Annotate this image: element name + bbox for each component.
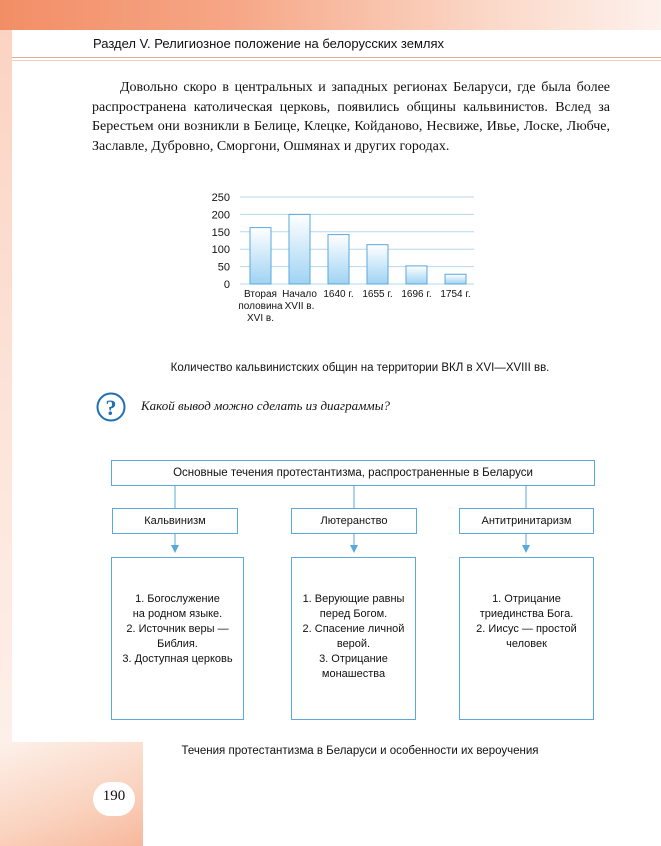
content-line: 1. Верующие равны [302, 593, 405, 605]
y-tick-label: 250 [211, 192, 230, 204]
x-category-label-line: Начало [282, 289, 317, 300]
content-line: верой. [336, 638, 371, 650]
x-category-label [426, 289, 486, 301]
content-line: 3. Отрицание [319, 653, 388, 665]
diagram-caption: Течения протестантизма в Беларуси и особенности их вероучения [181, 745, 539, 757]
x-category-label-line: 1640 г. [323, 289, 354, 300]
chart-caption: Количество кальвинистских общин на территории ВКЛ в XVI—XVIII вв. [170, 362, 550, 374]
x-category-label-line: 1754 г. [440, 289, 471, 300]
content-line: Библия. [157, 638, 198, 650]
branch-box-calvinism: Кальвинизм [112, 508, 238, 534]
content-box-calvinism [111, 557, 244, 720]
content-box-lutheranism [291, 557, 416, 720]
bar [250, 228, 271, 284]
section-header: Раздел V. Религиозное положение на белорусских землях [93, 36, 445, 51]
y-tick-label: 150 [211, 226, 230, 239]
x-category-label-line: Вторая [244, 289, 277, 300]
y-tick-label: 0 [223, 279, 230, 291]
left-decorative-strip [0, 30, 12, 846]
header-divider-secondary [12, 60, 661, 61]
x-category-label-line: 1696 г. [401, 289, 432, 300]
content-line: монашества [321, 668, 386, 680]
svg-text:?: ? [105, 395, 117, 420]
page-number: 190 [102, 788, 126, 804]
content-line: перед Богом. [319, 608, 388, 620]
x-category-label-line: XVI в. [247, 313, 274, 324]
bar [367, 245, 388, 284]
question-mark-icon [96, 392, 126, 422]
calvinist-communities-chart [198, 186, 498, 336]
top-decorative-band [0, 0, 661, 30]
y-tick-label: 100 [211, 244, 230, 257]
content-line: 2. Иисус — простой [476, 623, 577, 635]
body-paragraph: Довольно скоро в центральных и западных регионах Беларуси, где была более распространена католическая церковь, появились общины кальвинистов. Вслед за Берестьем они возникли в Белице, Клецке, Койданово, Несвиже, Ивье, Лоске, Любче, Заславле, Дубровно, Сморгони, Ошмянах и других городах. [92, 80, 610, 154]
x-category-label-line: 1655 г. [362, 289, 393, 300]
question-text: Какой вывод можно сделать из диаграммы? [141, 398, 391, 413]
header-divider [12, 57, 661, 58]
content-list-antitrinitarianism [476, 592, 577, 652]
content-line: триединства Бога. [479, 608, 574, 620]
x-category-label-line: XVII в. [284, 301, 315, 312]
content-list-calvinism [122, 592, 232, 667]
content-line: 2. Спасение личной [302, 623, 405, 635]
branch-box-antitrinitarianism: Антитринитаризм [459, 508, 594, 534]
content-box-antitrinitarianism [459, 557, 594, 720]
bar [289, 214, 310, 284]
content-line: 1. Богослужение [135, 593, 220, 605]
content-line: человек [506, 638, 547, 650]
x-category-label-line: половина [238, 301, 283, 312]
bar [445, 274, 466, 284]
diagram-title-box: Основные течения протестантизма, распространенные в Беларуси [111, 460, 595, 486]
bar [328, 235, 349, 284]
content-list-lutheranism [303, 592, 405, 682]
content-line: 2. Источник веры — [126, 623, 229, 635]
branch-box-lutheranism: Лютеранство [291, 508, 417, 534]
content-line: 3. Доступная церковь [122, 653, 233, 665]
y-tick-label: 50 [217, 261, 230, 274]
y-tick-label: 200 [211, 209, 230, 222]
content-line: на родном языке. [132, 608, 223, 620]
bar [406, 266, 427, 284]
content-line: 1. Отрицание [492, 593, 561, 605]
